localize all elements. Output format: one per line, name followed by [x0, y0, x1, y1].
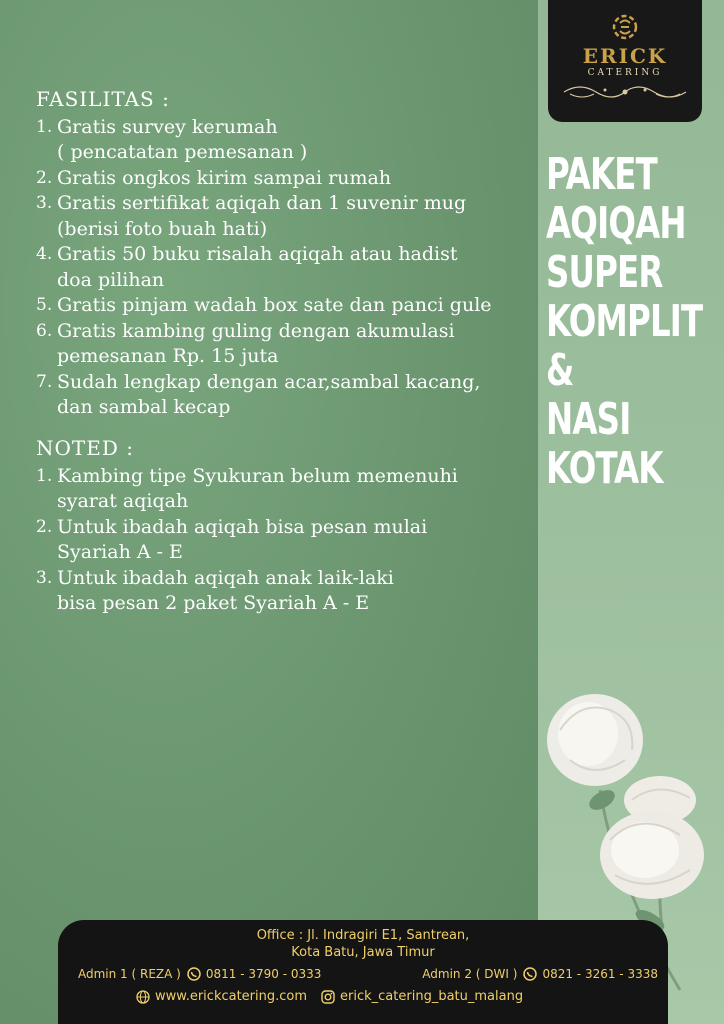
title-line: KOTAK: [546, 443, 663, 494]
item-number: 3.: [36, 193, 53, 213]
item-number: 5.: [36, 295, 53, 315]
title-line: SUPER: [546, 247, 663, 298]
item-text-continued: dan sambal kecap: [57, 396, 231, 418]
fasilitas-heading: FASILITAS :: [36, 87, 170, 111]
list-item: [36, 242, 536, 293]
title-line: PAKET: [546, 149, 657, 200]
admin-1-contact[interactable]: [78, 967, 321, 981]
social-links: [136, 989, 636, 1004]
item-text-continued: syarat aqiqah: [57, 490, 189, 512]
item-text-continued: ( pencatatan pemesanan ): [57, 141, 308, 163]
fasilitas-section: [36, 87, 536, 421]
item-number: 4.: [36, 244, 53, 264]
item-text: Gratis sertifikat aqiqah dan 1 suvenir mug: [57, 192, 467, 214]
office-address-city: Kota Batu, Jawa Timur: [291, 945, 435, 960]
admin-1-phone: 0811 - 3790 - 0333: [205, 967, 322, 981]
website-text: www.erickcatering.com: [155, 989, 308, 1004]
noted-section: [36, 436, 536, 617]
item-number: 3.: [36, 567, 53, 588]
item-text-continued: doa pilihan: [57, 268, 165, 291]
instagram-icon: [321, 990, 335, 1004]
list-item: [36, 370, 536, 421]
item-text: Gratis kambing guling dengan akumulasi: [57, 319, 455, 342]
list-item: [36, 293, 536, 319]
instagram-text: erick_catering_batu_malang: [340, 989, 524, 1004]
office-address: Office : Jl. Indragiri E1, Santrean,: [256, 928, 470, 943]
item-number: 7.: [36, 371, 53, 392]
admin-2-contact[interactable]: [422, 967, 658, 981]
list-item: [36, 515, 536, 566]
website-link[interactable]: [136, 989, 307, 1004]
item-text: Untuk ibadah aqiqah anak laik-laki: [57, 566, 394, 589]
title-line: KOMPLIT: [546, 296, 703, 347]
item-number: 2.: [36, 167, 53, 188]
item-text: Gratis pinjam wadah box sate dan panci gule: [57, 294, 492, 316]
item-text-continued: (berisi foto buah hati): [57, 217, 268, 240]
admin-contacts: [78, 967, 658, 981]
item-number: 2.: [36, 516, 53, 537]
item-text-continued: Syariah A - E: [57, 541, 183, 563]
instagram-link[interactable]: [321, 989, 523, 1004]
whatsapp-icon: [523, 967, 537, 981]
list-item: [36, 115, 536, 166]
noted-heading: NOTED :: [36, 436, 134, 460]
package-title: [546, 149, 703, 494]
flourish-ornament-icon: [560, 80, 690, 102]
logo-emblem-icon: [610, 12, 640, 42]
list-item: [36, 191, 536, 242]
item-text: Gratis survey kerumah: [57, 115, 278, 138]
item-text: Sudah lengkap dengan acar,sambal kacang,: [57, 370, 481, 393]
noted-list: [36, 464, 536, 617]
item-text: Gratis 50 buku risalah aqiqah atau hadist: [57, 243, 458, 265]
admin-1-label: Admin 1 ( REZA ): [78, 967, 181, 981]
item-text: Untuk ibadah aqiqah bisa pesan mulai: [57, 515, 428, 538]
item-text-continued: bisa pesan 2 paket Syariah A - E: [57, 592, 370, 614]
logo-name: ERICK: [582, 44, 668, 68]
item-number: 1.: [36, 116, 53, 137]
list-item: [36, 464, 536, 515]
title-line: NASI: [546, 394, 631, 445]
item-number: 6.: [36, 320, 53, 341]
list-item: [36, 319, 536, 370]
item-number: 1.: [36, 465, 53, 486]
list-item: [36, 566, 536, 617]
item-text-continued: pemesanan Rp. 15 juta: [57, 345, 279, 367]
fasilitas-list: [36, 115, 536, 421]
globe-icon: [136, 990, 150, 1004]
whatsapp-icon: [187, 967, 201, 981]
logo-subtitle: CATERING: [587, 68, 663, 78]
admin-2-phone: 0821 - 3261 - 3338: [542, 967, 658, 981]
admin-2-label: Admin 2 ( DWI ): [422, 967, 518, 981]
list-item: [36, 166, 536, 192]
title-line: &: [546, 345, 574, 396]
item-text: Gratis ongkos kirim sampai rumah: [57, 166, 392, 189]
item-text: Kambing tipe Syukuran belum memenuhi: [57, 464, 458, 487]
title-line: AQIQAH: [546, 198, 686, 249]
